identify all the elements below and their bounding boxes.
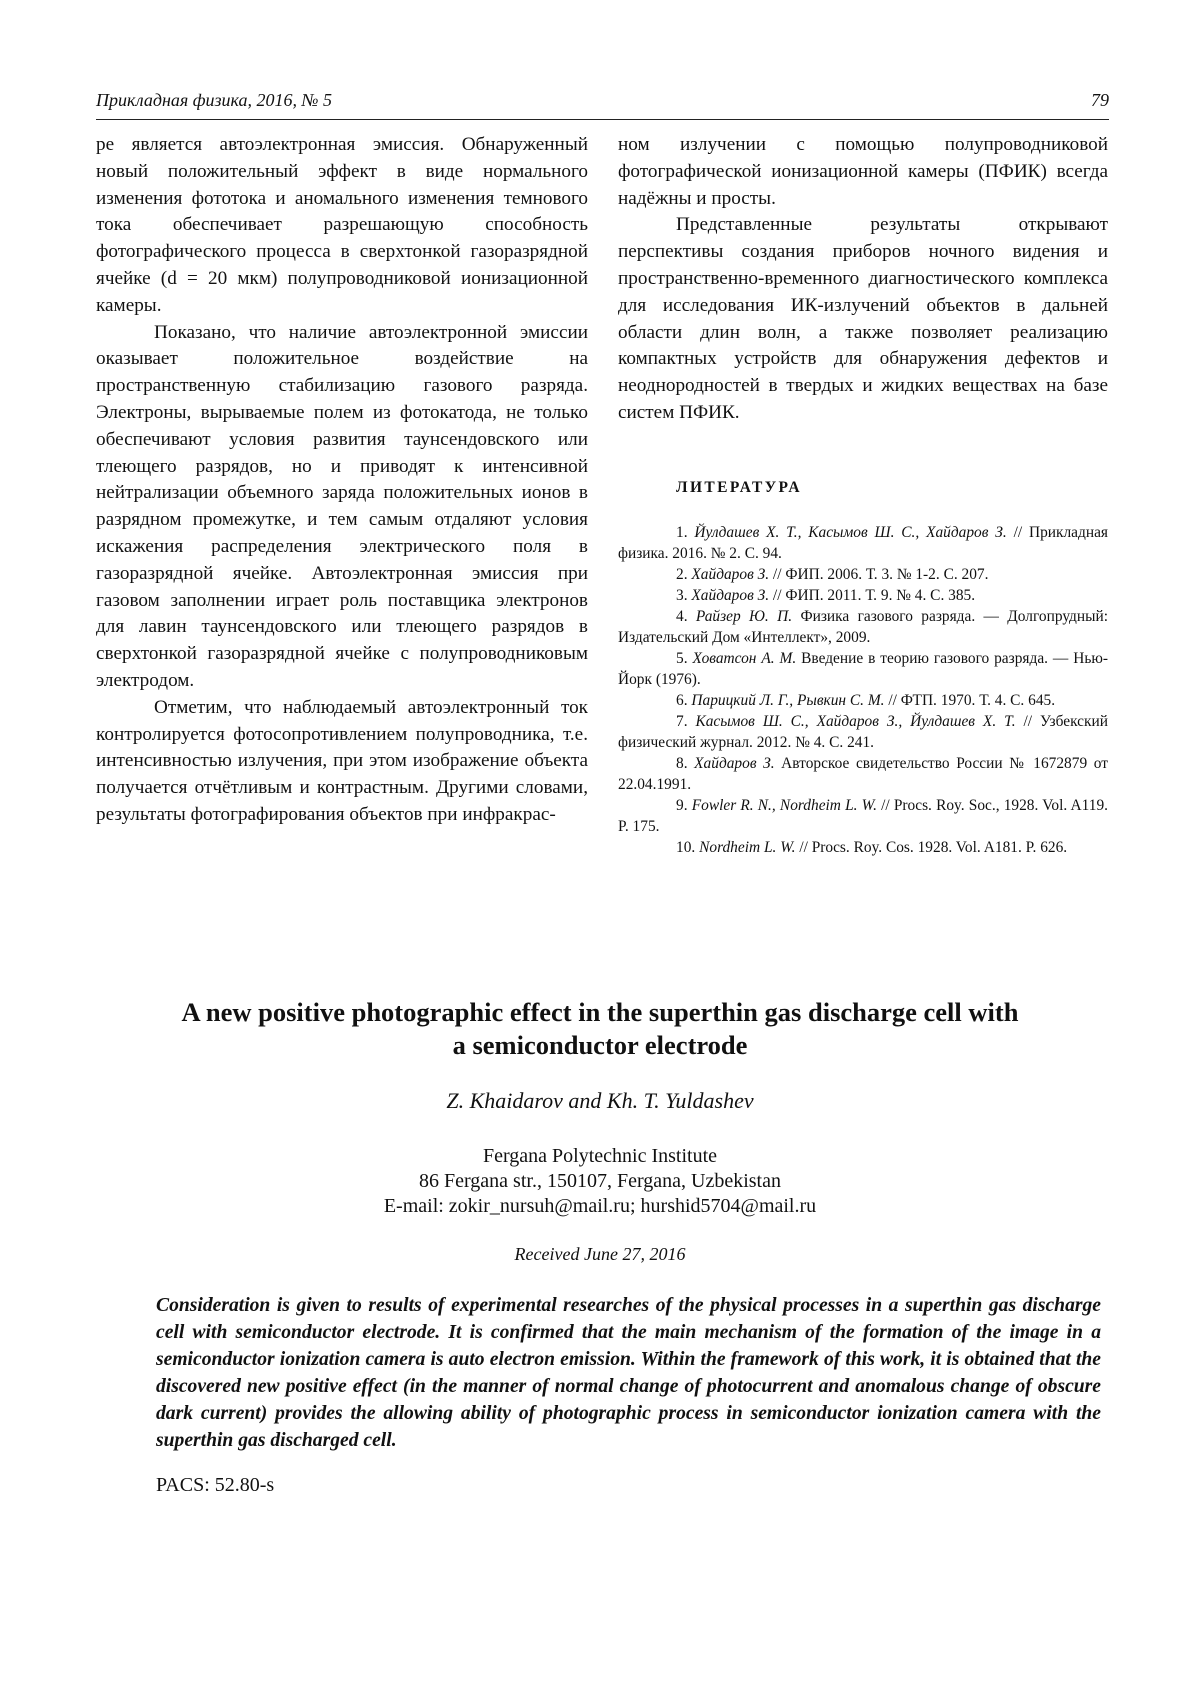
body-paragraph: ре является автоэлектронная эмиссия. Обнаруженный новый положительный эффект в виде нормального изменения фототока и аномального изменения темнового тока обеспечивает разрешающую способность фотографического процесса в сверхтонкой газоразрядной ячейке (d = 20 мкм) полупроводниковой ионизационной камеры. [96,134,588,316]
left-column [96,132,588,829]
journal-name: Прикладная физика, 2016, № 5 [96,90,332,110]
right-column [618,132,1108,858]
institute-name: Fergana Polytechnic Institute [482,1145,718,1167]
page-number: 79 [1091,90,1109,110]
reference-item: 6. Парицкий Л. Г., Рывкин С. М. // ФТП. 1970. Т. 4. С. 645. [676,691,1056,709]
title-line: a semiconductor electrode [452,1030,748,1060]
reference-item: 9. Fowler R. N., Nordheim L. W. // Procs. Roy. Soc., 1928. Vol. A119. P. 175. [618,796,1109,835]
reference-list [618,522,1108,858]
reference-item: 7. Касымов Ш. С., Хайдаров З., Йулдашев Х. Т. // Узбекский физический журнал. 2012. № 4. С. 241. [618,712,1108,751]
english-title [100,996,1100,1062]
body-paragraph: Представленные результаты открывают перспективы создания приборов ночного видения и пространственно-временного диагностического комплекса для исследования ИК-излучений объектов в дальней области длин волн, а также позволяет реализацию компактных устройств для обнаружения дефектов и неоднородностей в твердых и жидких веществах на базе систем ПФИК. [618,214,1108,423]
reference-item: 2. Хайдаров З. // ФИП. 2006. Т. 3. № 1-2. С. 207. [676,565,989,583]
reference-item: 5. Ховатсон А. М. Введение в теорию газового разряда. — Нью-Йорк (1976). [618,649,1108,688]
affiliation [100,1144,1100,1219]
english-abstract: Consideration is given to results of experimental researches of the physical processes in a superthin gas discharge cell with semiconductor electrode. It is confirmed that the main mechanism of the formation of the image in a semiconductor ionization camera is auto electron emission. Within the framework of this work, it is obtained that the discovered new positive effect (in the manner of normal change of photocurrent and anomalous change of obscure dark current) provides the allowing ability of photographic process in semiconductor ionization camera with the superthin gas discharged cell. [156,1295,1101,1451]
reference-item: 3. Хайдаров З. // ФИП. 2011. Т. 9. № 4. С. 385. [676,586,976,604]
contact-email: E-mail: zokir_nursuh@mail.ru; hurshid5704@mail.ru [383,1195,817,1217]
running-head [96,90,1109,111]
reference-item: 8. Хайдаров З. Авторское свидетельство России № 1672879 от 22.04.1991. [618,754,1108,793]
title-line: A new positive photographic effect in the superthin gas discharge cell with [181,997,1019,1027]
received-date: Received June 27, 2016 [514,1244,686,1264]
references-heading: ЛИТЕРАТУРА [676,478,802,496]
body-paragraph: Отметим, что наблюдаемый автоэлектронный ток контролируется фотосопротивлением полупроводника, т.е. интенсивностью излучения, при этом изображение объекта получается отчётливым и контрастным. Другими словами, результаты фотографирования объектов при инфракрас- [96,696,588,825]
reference-item: 10. Nordheim L. W. // Procs. Roy. Cos. 1928. Vol. A181. P. 626. [676,838,1068,856]
reference-item: 4. Райзер Ю. П. Физика газового разряда. — Долгопрудный: Издательский Дом «Интеллект», 2009. [618,607,1108,646]
pacs-code: PACS: 52.80-s [156,1474,275,1496]
body-paragraph: ном излучении с помощью полупроводниковой фотографической ионизационной камеры (ПФИК) всегда надёжны и просты. [618,134,1108,209]
institute-address: 86 Fergana str., 150107, Fergana, Uzbekistan [419,1170,781,1192]
header-rule [96,119,1109,120]
body-paragraph: Показано, что наличие автоэлектронной эмиссии оказывает положительное воздействие на пространственную стабилизацию газового разряда. Электроны, вырываемые полем из фотокатода, не только обеспечивают условия развития таунсендовского или тлеющего разрядов, но и приводят к интенсивной нейтрализации объемного заряда положительных ионов в разрядном промежутке, и тем самым отдаляют условия искажения распределения электрического поля в газоразрядной ячейке. Автоэлектронная эмиссия при газовом заполнении играет роль поставщика электронов для лавин таунсендовского или тлеющего разрядов в сверхтонкой газоразрядной ячейке с полупроводниковым электродом. [96,321,588,691]
reference-item: 1. Йулдашев Х. Т., Касымов Ш. С., Хайдаров З. // Прикладная физика. 2016. № 2. С. 94. [618,523,1108,562]
english-authors: Z. Khaidarov and Kh. T. Yuldashev [446,1088,754,1113]
